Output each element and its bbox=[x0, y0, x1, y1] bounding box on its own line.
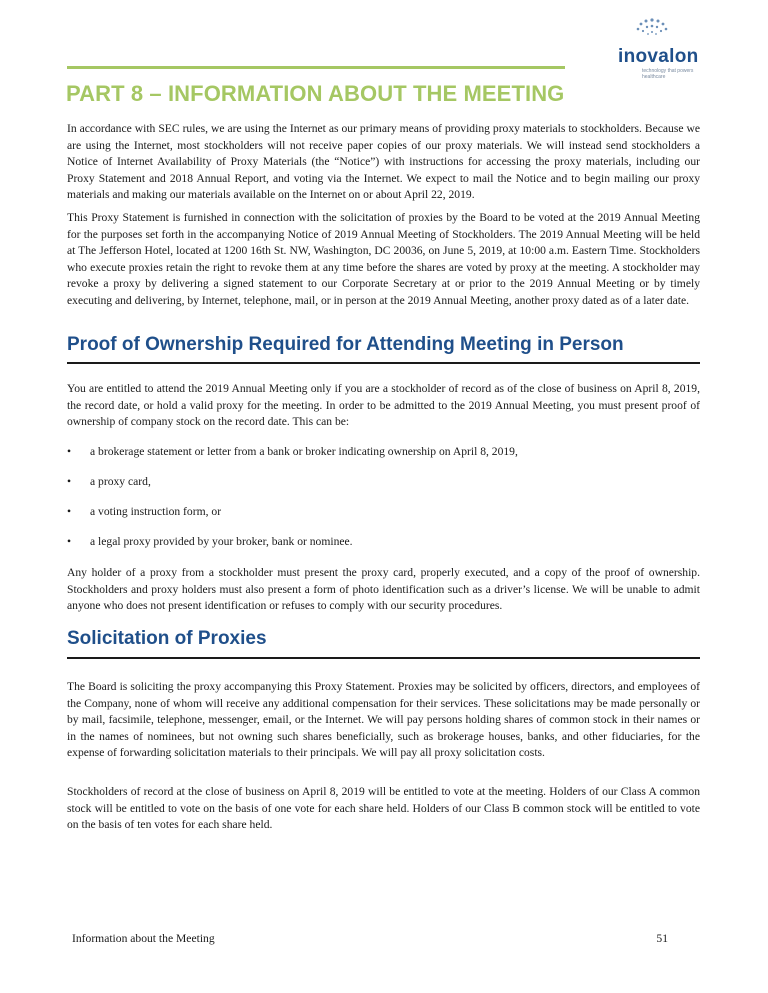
intro-paragraph-1: In accordance with SEC rules, we are using the Internet as our primary means of providing proxy materials to stockholders. Because we are using the Internet, most stockholders will not receive paper copies of our proxy materials. We will instead send stockholders a Notice of Internet Availability of Proxy Materials (the “Notice”) with instructions for accessing the proxy materials, including our Proxy Statement and 2018 Annual Report, and voting via the Internet. We expect to mail the Notice and to begin mailing our proxy materials and making our materials available on the Internet on or about April 22, 2019. bbox=[67, 122, 700, 202]
list-item bbox=[67, 504, 700, 534]
solicitation-heading: Solicitation of Proxies bbox=[67, 628, 267, 649]
proof-of-ownership-heading: Proof of Ownership Required for Attending Meeting in Person bbox=[67, 334, 624, 355]
part-title: PART 8 – INFORMATION ABOUT THE MEETING bbox=[66, 81, 565, 106]
bullet-icon: • bbox=[67, 535, 72, 548]
bullet-icon: • bbox=[67, 475, 72, 488]
list-item-text: a legal proxy provided by your broker, bank or nominee. bbox=[90, 535, 353, 548]
solicitation-paragraph-1: The Board is soliciting the proxy accompanying this Proxy Statement. Proxies may be solicited by officers, directors, and employees of the Company, none of whom will receive any additional compensation for their services. These solicitations may be made personally or by mail, facsimile, telephone, messenger, email, or the Internet. We will pay persons holding shares of common stock in their names or in the names of nominees, but not owning such shares beneficially, such as brokerage houses, banks, and other fiduciaries, for the expense of forwarding solicitation materials to their principals. We will pay all proxy solicitation costs. bbox=[67, 680, 700, 760]
intro-paragraph-2: This Proxy Statement is furnished in connection with the solicitation of proxies by the Board to be voted at the 2019 Annual Meeting for the purposes set forth in the accompanying Notice of 2019 Annual Meeting of Stockholders. The 2019 Annual Meeting will be held at The Jefferson Hotel, located at 1200 16th St. NW, Washington, DC 20036, on June 5, 2019, at 10:00 a.m. Eastern Time. Stockholders who execute proxies retain the right to revoke them at any time before the shares are voted by proxy at the meeting. A stockholder may revoke a proxy by delivering a signed statement to our Corporate Secretary at or prior to the 2019 Annual Meeting or by timely executing and delivering, by Internet, telephone, mail, or in person at the 2019 Annual Meeting, another proxy dated as of a later date. bbox=[67, 211, 700, 307]
ownership-proof-list bbox=[67, 444, 700, 564]
footer-section-title: Information about the Meeting bbox=[72, 932, 215, 945]
page-number: 51 bbox=[656, 932, 668, 945]
list-item-text: a voting instruction form, or bbox=[90, 505, 222, 518]
list-item bbox=[67, 444, 700, 474]
section-rule bbox=[67, 362, 700, 364]
list-item bbox=[67, 474, 700, 504]
logo-wordmark: inovalon bbox=[618, 46, 699, 67]
company-logo bbox=[618, 16, 702, 80]
proof-paragraph-2: Any holder of a proxy from a stockholder must present the proxy card, properly executed, and a copy of the proof of ownership. Stockholders and proxy holders must also present a form of photo identification such as a driver’s license. We will be unable to admit anyone who does not present identification or refuses to comply with our security procedures. bbox=[67, 566, 700, 613]
list-item-text: a proxy card, bbox=[90, 475, 151, 488]
logo-tagline: technology that powers healthcare bbox=[642, 68, 694, 80]
page-footer bbox=[72, 932, 668, 945]
list-item bbox=[67, 534, 700, 564]
section-rule bbox=[67, 657, 700, 659]
list-item-text: a brokerage statement or letter from a bank or broker indicating ownership on April 8, 2019, bbox=[90, 445, 518, 458]
header-rule bbox=[67, 66, 565, 69]
bullet-icon: • bbox=[67, 505, 72, 518]
bullet-icon: • bbox=[67, 445, 72, 458]
starburst-logo-icon bbox=[632, 16, 672, 48]
proof-paragraph-1: You are entitled to attend the 2019 Annual Meeting only if you are a stockholder of record as of the close of business on April 8, 2019, the record date, or hold a valid proxy for the meeting. In order to be admitted to the 2019 Annual Meeting, you must present proof of ownership of company stock on the record date. This can be: bbox=[67, 382, 700, 429]
solicitation-paragraph-2: Stockholders of record at the close of business on April 8, 2019 will be entitled to vote at the meeting. Holders of our Class A common stock will be entitled to vote on the basis of one vote for each share held. Holders of our Class B common stock will be entitled to vote on the basis of ten votes for each share held. bbox=[67, 785, 700, 832]
